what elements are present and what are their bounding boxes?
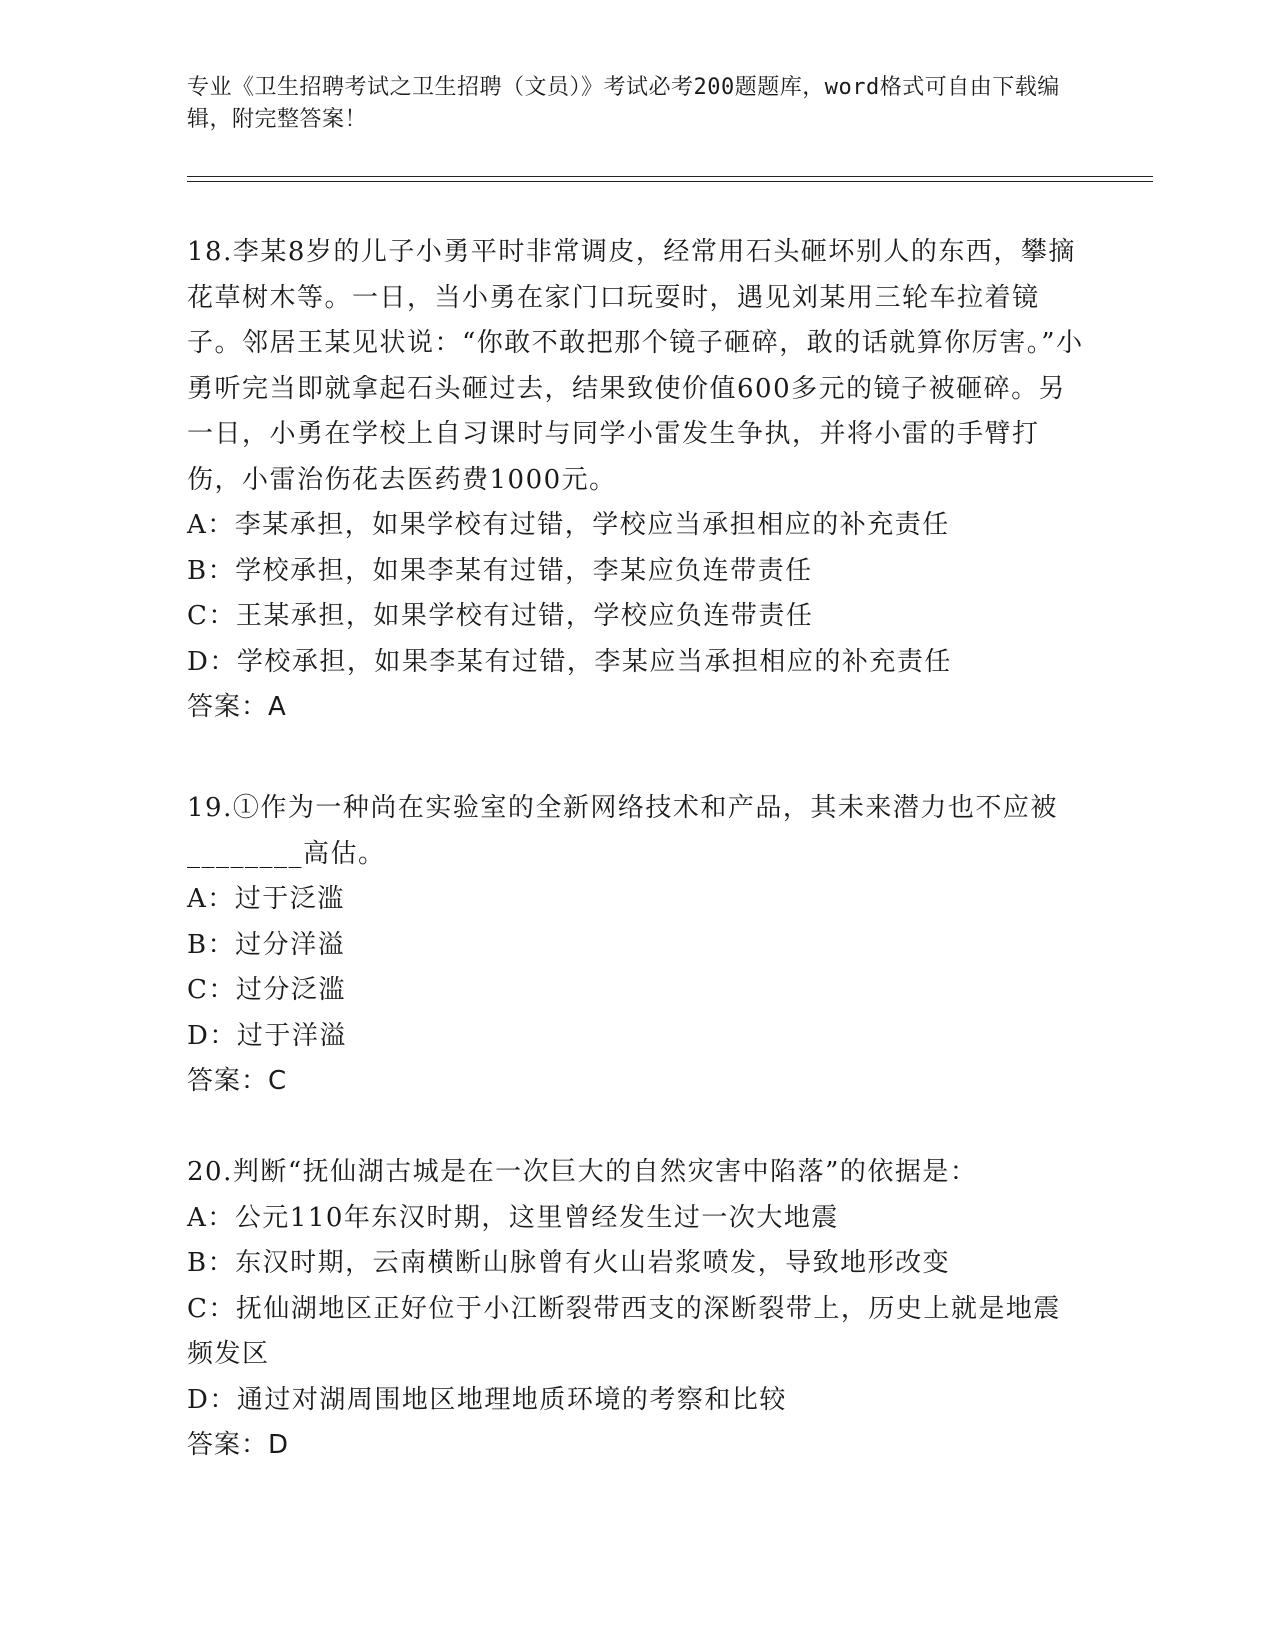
option-d: D：通过对湖周围地区地理地质环境的考察和比较 [187,1384,787,1415]
question-18 [187,230,1087,731]
header-divider-top [187,176,1153,177]
option-b: B：东汉时期，云南横断山脉曾有火山岩浆喷发，导致地形改变 [187,1248,951,1278]
header-divider-bottom [187,181,1153,182]
option-c: C：抚仙湖地区正好位于小江断裂带西支的深断裂带上，历史上就是地震频发区 [187,1293,1061,1369]
option-a: A：过于泛滥 [187,884,345,914]
option-d: D：学校承担，如果李某有过错，李某应当承担相应的补充责任 [187,646,952,677]
question-stem: 20.判断“抚仙湖古城是在一次巨大的自然灾害中陷落”的依据是： [187,1157,978,1187]
option-a: A：公元110年东汉时期，这里曾经发生过一次大地震 [187,1202,839,1233]
question-19 [187,786,1087,1105]
option-a: A：李某承担，如果学校有过错，学校应当承担相应的补充责任 [187,510,950,540]
option-c: C：王某承担，如果学校有过错，学校应负连带责任 [187,601,814,631]
answer-line: 答案：C [187,1066,288,1096]
option-c: C：过分泛滥 [187,975,346,1005]
question-stem: 19.①作为一种尚在实验室的全新网络技术和产品，其未来潜力也不应被________高估。 [187,793,1058,869]
option-d: D：过于洋溢 [187,1020,347,1051]
question-stem: 18.李某8岁的儿子小勇平时非常调皮，经常用石头砸坏别人的东西，攀摘花草树木等。一日，当小勇在家门口玩耍时，遇见刘某用三轮车拉着镜子。邻居王某见状说：“你敢不敢把那个镜子砸碎，敢的话就算你厉害。”小勇听完当即就拿起石头砸过去，结果致使价值600多元的镜子被砸碎。另一日，小勇在学校上自习课时与同学小雷发生争执，并将小雷的手臂打伤，小雷治伤花去医药费1000元。 [187,237,1084,495]
document-header: 专业《卫生招聘考试之卫生招聘（文员）》考试必考200题题库，word格式可自由下载编辑，附完整答案！ [187,75,1060,132]
option-b: B：学校承担，如果李某有过错，李某应负连带责任 [187,555,813,586]
option-b: B：过分洋溢 [187,929,346,960]
answer-line: 答案：A [187,692,287,722]
question-20 [187,1150,1087,1469]
answer-line: 答案：D [187,1430,290,1460]
